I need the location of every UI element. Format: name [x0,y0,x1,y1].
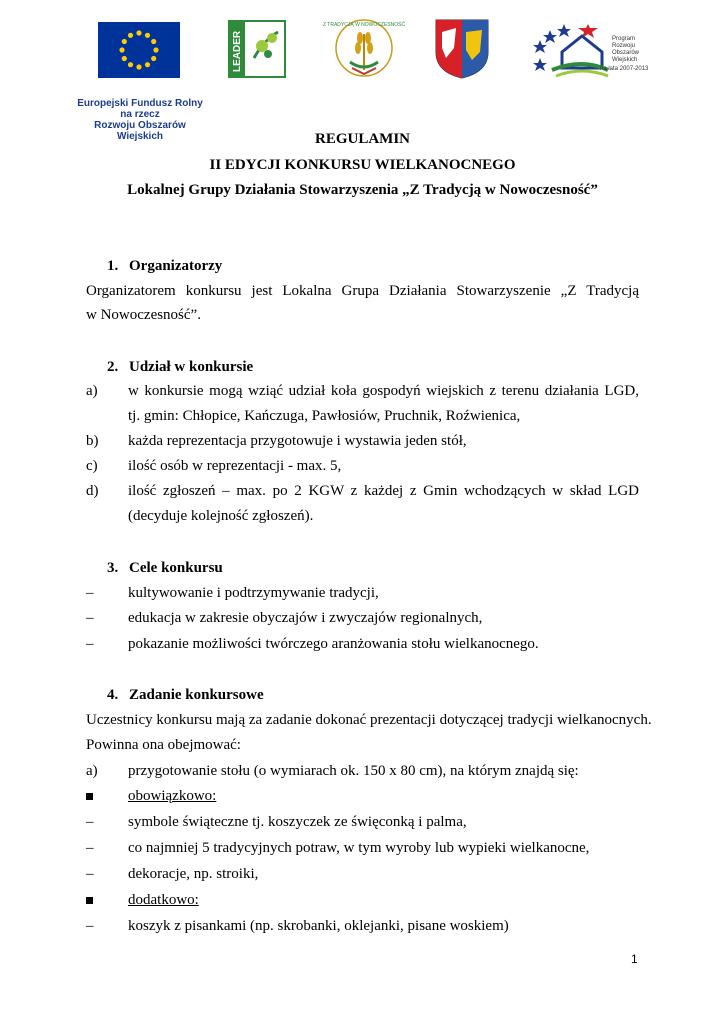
section-1-paragraph-line: Organizatorem konkursu jest Lokalna Grupa Działania Stowarzyszenie „Z Tradycją [86,283,639,299]
section-4-paragraph-line: Powinna ona obejmować: [86,737,241,753]
section-4-paragraph-line: Uczestnicy konkursu mają za zadanie dokonać prezentacji dotyczącej tradycji wielkanocnych. [86,712,652,728]
doc-subtitle-organization: Lokalnej Grupy Działania Stowarzyszenia „Z Tradycją w Nowoczesność” [127,182,598,198]
prow-logo [532,18,658,82]
svg-text:Obszarów: Obszarów [612,50,640,56]
coat-of-arms-logo [434,18,490,80]
svg-text:Rozwoju: Rozwoju [612,43,636,49]
page-number: 1 [631,952,638,966]
svg-text:Wiejskich: Wiejskich [612,57,638,63]
square-bullet-icon [86,788,93,805]
svg-text:Z TRADYCJĄ W NOWOCZESNOŚĆ: Z TRADYCJĄ W NOWOCZESNOŚĆ [322,22,406,28]
lgd-wheat-logo [322,18,406,80]
eu-fund-caption: Europejski Fundusz Rolny na rzecz Rozwoju Obszarów Wiejskich [77,98,203,142]
svg-text:Program: Program [612,36,636,42]
doc-subtitle-edition: II EDYCJI KONKURSU WIELKANOCNEGO [209,157,516,173]
doc-title: REGULAMIN [314,131,410,147]
eu-flag-logo [98,22,180,78]
section-1-paragraph-line: w Nowoczesność”. [86,307,201,323]
square-bullet-icon [86,892,93,909]
svg-text:na lata 2007-2013: na lata 2007-2013 [600,66,649,72]
svg-text:LEADER: LEADER [232,30,243,72]
leader-logo [228,20,286,78]
